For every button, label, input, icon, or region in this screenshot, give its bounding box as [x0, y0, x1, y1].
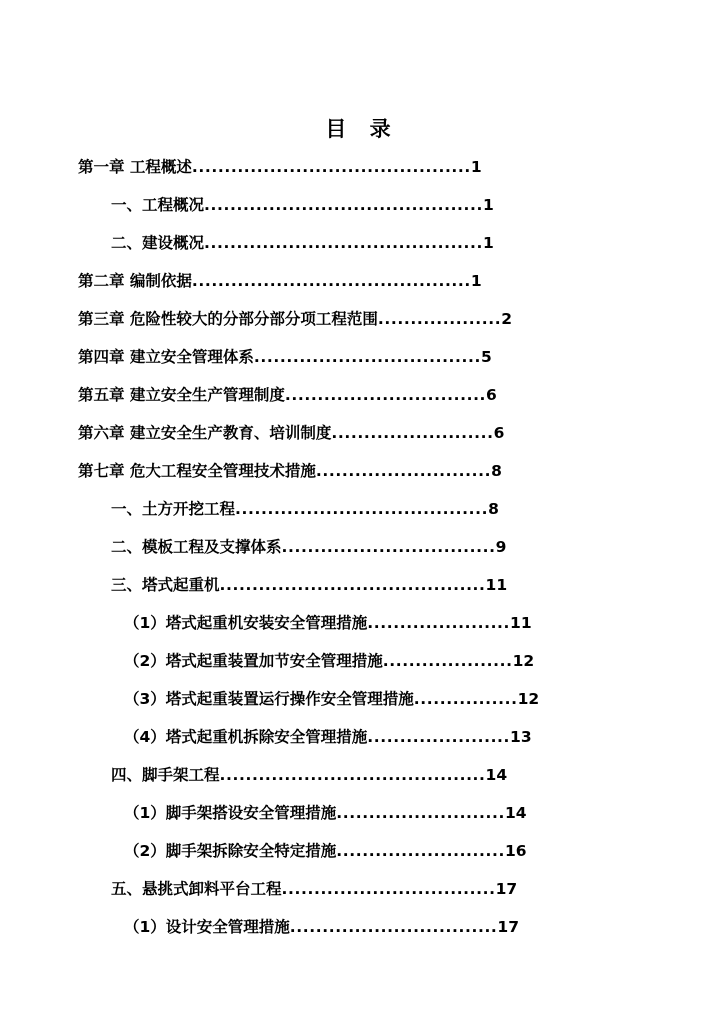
toc-entry-page: 1 [470, 272, 482, 290]
toc-entry-text: （2）塔式起重装置加节安全管理措施 [124, 652, 383, 670]
toc-entry[interactable] [124, 841, 527, 861]
toc-entry[interactable] [111, 233, 494, 253]
toc-entry-text: （1）塔式起重机安装安全管理措施 [124, 614, 368, 632]
toc-entry-page: 1 [483, 196, 494, 214]
toc-entry-text: 第五章 建立安全生产管理制度 [78, 386, 285, 404]
toc-entry-text: 一、土方开挖工程 [111, 500, 236, 518]
toc-entry[interactable] [78, 271, 482, 291]
toc-entry-leader: ........................................... [204, 234, 484, 252]
toc-entry-leader: .......................... [336, 804, 505, 822]
toc-entry[interactable] [124, 689, 539, 709]
toc-entry-text: 五、悬挑式卸料平台工程 [111, 880, 282, 898]
toc-entry-page: 1 [470, 158, 482, 176]
toc-entry-page: 17 [497, 918, 519, 936]
toc-entry-leader: ........................................... [204, 196, 484, 214]
toc-entry-page: 14 [505, 804, 527, 822]
toc-entry-leader: ...................... [367, 614, 511, 632]
toc-entry-text: 三、塔式起重机 [111, 576, 220, 594]
toc-entry-text: 四、脚手架工程 [111, 766, 220, 784]
toc-entry-text: 第三章 危险性较大的分部分部分项工程范围 [78, 310, 378, 328]
toc-entry-page: 1 [483, 234, 494, 252]
toc-entry-text: 一、工程概况 [111, 196, 205, 214]
toc-entry-text: 二、模板工程及支撑体系 [111, 538, 282, 556]
toc-entry-text: 第七章 危大工程安全管理技术措施 [78, 462, 316, 480]
toc-entry[interactable] [124, 803, 527, 823]
toc-entry-leader: ......................... [331, 424, 494, 442]
toc-entry-page: 5 [481, 348, 492, 366]
toc-entry[interactable] [124, 651, 534, 671]
toc-entry-text: （2）脚手架拆除安全特定措施 [124, 842, 337, 860]
toc-entry-page: 8 [488, 500, 499, 518]
toc-entry-page: 17 [495, 880, 518, 898]
toc-entry-page: 13 [510, 728, 532, 746]
toc-entry[interactable] [78, 347, 492, 367]
toc-entry-text: 二、建设概况 [111, 234, 205, 252]
toc-entry[interactable] [111, 499, 499, 519]
toc-entry-leader: ................................... [253, 348, 481, 366]
toc-entry[interactable] [124, 613, 532, 633]
toc-entry[interactable] [111, 575, 507, 595]
toc-entry-page: 16 [505, 842, 527, 860]
toc-entry-text: （1）设计安全管理措施 [124, 918, 290, 936]
toc-entry[interactable] [124, 727, 532, 747]
toc-entry-leader: ......................................... [219, 766, 486, 784]
toc-entry-text: 第四章 建立安全管理体系 [78, 348, 254, 366]
toc-entry-leader: ................................. [281, 880, 496, 898]
toc-entry[interactable] [111, 879, 517, 899]
toc-entry-page: 2 [501, 310, 512, 328]
toc-entry-leader: ...................... [367, 728, 511, 746]
toc-entry-text: （1）脚手架搭设安全管理措施 [124, 804, 337, 822]
toc-entry-leader: ........................................... [191, 158, 471, 176]
toc-entry[interactable] [111, 537, 506, 557]
toc-entry-text: 第二章 编制依据 [78, 272, 192, 290]
toc-entry-leader: ........................... [315, 462, 492, 480]
toc-entry-leader: ....................................... [235, 500, 489, 518]
toc-entry-page: 14 [485, 766, 508, 784]
toc-entry-text: （4）塔式起重机拆除安全管理措施 [124, 728, 368, 746]
toc-title: 目 录 [325, 117, 399, 141]
toc-entry-page: 12 [517, 690, 540, 708]
toc-entry-page: 12 [512, 652, 535, 670]
toc-entry[interactable] [78, 157, 482, 177]
toc-entry-leader: ................................. [281, 538, 496, 556]
toc-entry[interactable] [78, 423, 504, 443]
toc-entry-text: 第一章 工程概述 [78, 158, 192, 176]
toc-entry-leader: ................................ [289, 918, 498, 936]
toc-entry-leader: ............................... [284, 386, 487, 404]
toc-entry-text: （3）塔式起重装置运行操作安全管理措施 [124, 690, 414, 708]
toc-entry[interactable] [111, 765, 507, 785]
toc-entry-leader: .................... [382, 652, 513, 670]
toc-entry-page: 9 [495, 538, 507, 556]
toc-entry[interactable] [78, 385, 497, 405]
toc-entry-leader: ......................................... [219, 576, 486, 594]
toc-entry[interactable] [124, 917, 519, 937]
toc-entry[interactable] [78, 309, 512, 329]
toc-entry-page: 6 [493, 424, 505, 442]
toc-entry-leader: ................... [377, 310, 502, 328]
toc-entry-text: 第六章 建立安全生产教育、培训制度 [78, 424, 332, 442]
toc-entry-page: 11 [485, 576, 508, 594]
toc-entry-leader: ................ [413, 690, 518, 708]
toc-entry-page: 11 [510, 614, 532, 632]
toc-entry-leader: .......................... [336, 842, 505, 860]
toc-entry-page: 8 [491, 462, 502, 480]
toc-entry[interactable] [111, 195, 494, 215]
toc-entry-page: 6 [486, 386, 497, 404]
toc-entry[interactable] [78, 461, 502, 481]
toc-entry-leader: ........................................... [191, 272, 471, 290]
